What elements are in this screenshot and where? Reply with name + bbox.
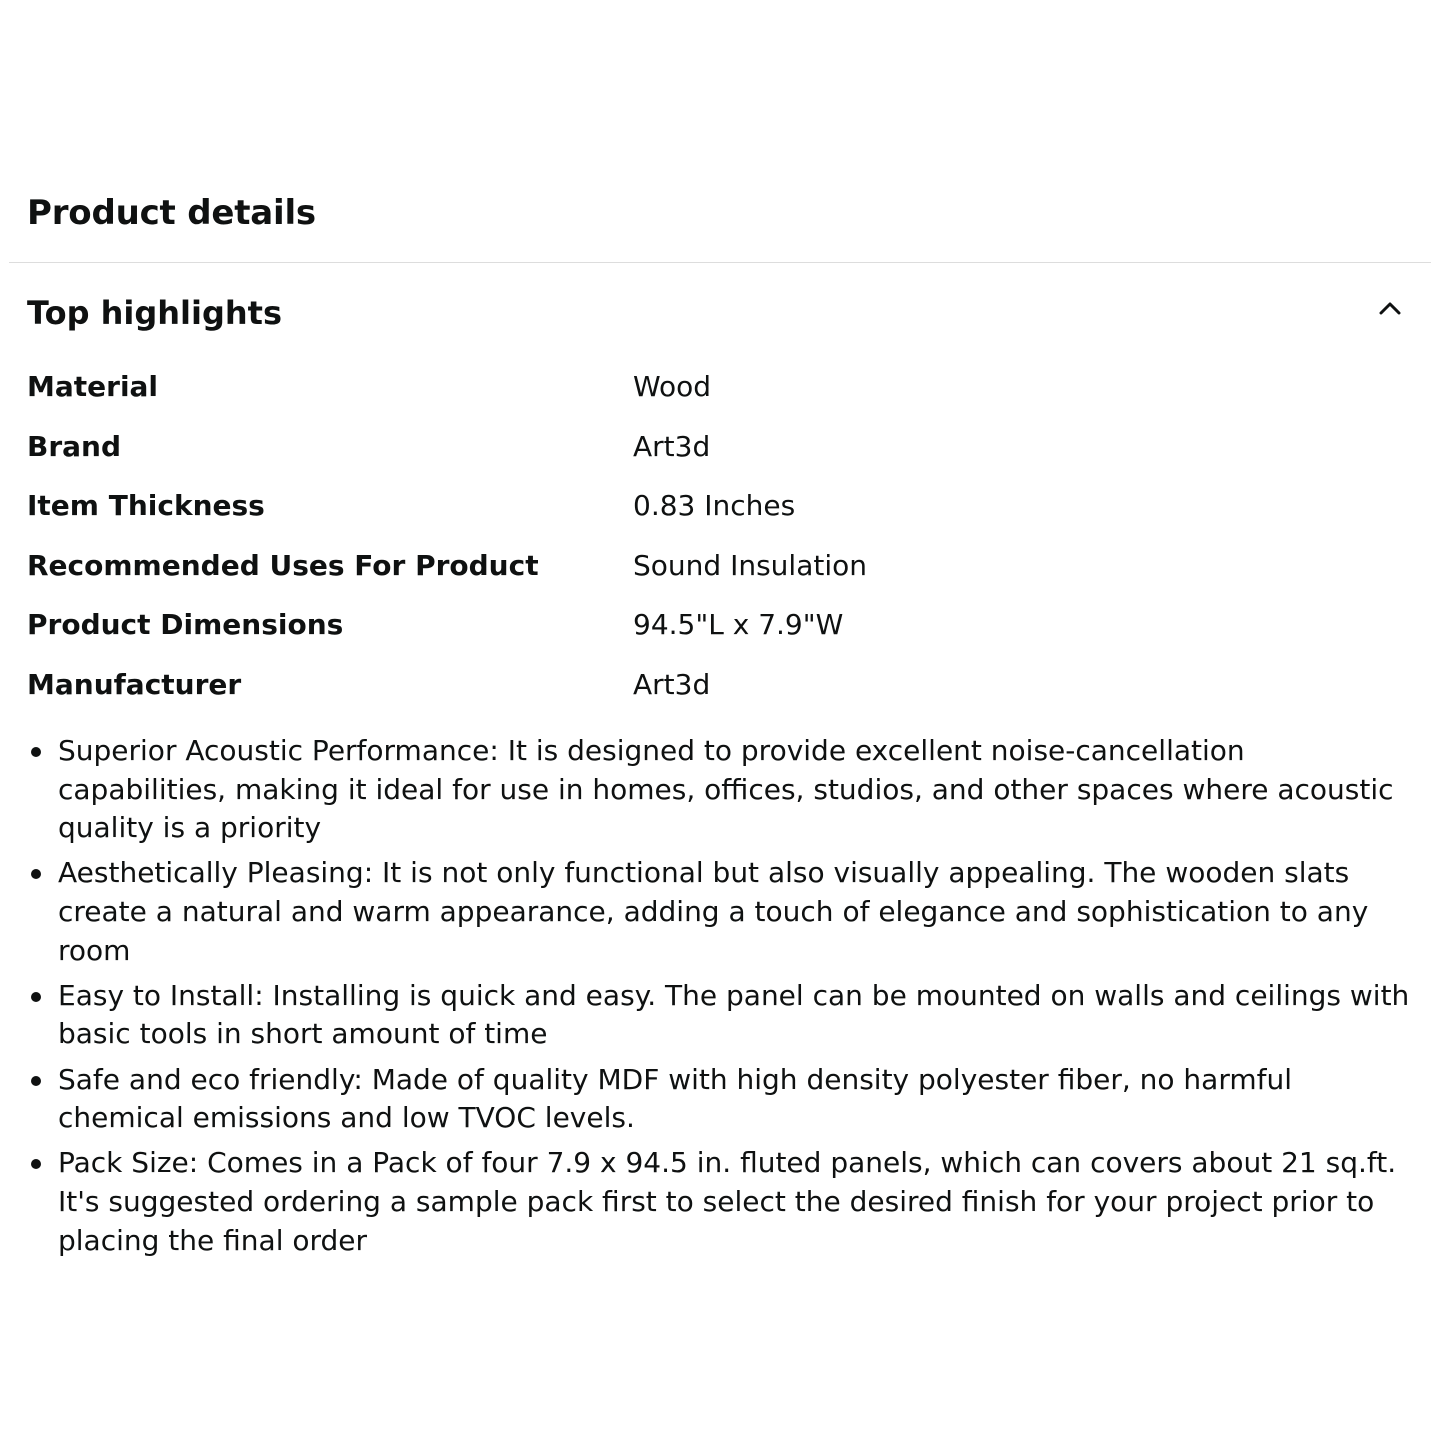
feature-bullet-text: Superior Acoustic Performance: It is designed to provide excellent noise-cancellation capabilities, making it ideal for use in homes, offices, studios, and other spaces where acoustic quality is a priority xyxy=(58,734,1394,845)
attributes-table xyxy=(27,358,1417,716)
feature-bullet-text: Safe and eco friendly: Made of quality MDF with high density polyester fiber, no harmful chemical emissions and low TVOC levels. xyxy=(58,1062,1293,1135)
attribute-value: Art3d xyxy=(633,429,711,463)
attribute-row-recommended-uses xyxy=(27,537,1417,597)
attribute-value: Wood xyxy=(633,370,712,403)
attribute-label: Recommended Uses For Product xyxy=(27,548,539,582)
feature-bullet xyxy=(27,1061,1412,1138)
attribute-label: Material xyxy=(27,370,159,403)
feature-bullet-text: Easy to Install: Installing is quick and easy. The panel can be mounted on walls and ceilings with basic tools in short amount of time xyxy=(58,978,1410,1051)
feature-bullet xyxy=(27,854,1412,970)
feature-bullet xyxy=(27,732,1412,848)
collapse-toggle-button[interactable] xyxy=(1367,290,1413,330)
attribute-label: Manufacturer xyxy=(27,667,242,701)
top-highlights-header[interactable] xyxy=(27,290,1413,336)
attribute-row-product-dimensions xyxy=(27,596,1417,656)
bullet-dot-icon xyxy=(31,869,41,879)
attribute-label: Product Dimensions xyxy=(27,608,344,642)
bullet-dot-icon xyxy=(31,1076,41,1086)
section-divider xyxy=(9,262,1431,263)
bullet-dot-icon xyxy=(31,992,41,1002)
attribute-row-brand xyxy=(27,418,1417,478)
bullet-dot-icon xyxy=(31,747,41,757)
feature-bullet-text: Aesthetically Pleasing: It is not only functional but also visually appealing. The wooden slats create a natural and warm appearance, adding a touch of elegance and sophistication to any room xyxy=(58,856,1369,967)
attribute-value: Art3d xyxy=(633,667,711,701)
attribute-label: Item Thickness xyxy=(27,489,265,523)
feature-bullet xyxy=(27,977,1412,1054)
attribute-value: 0.83 Inches xyxy=(633,489,796,523)
feature-bullet xyxy=(27,1144,1412,1260)
attribute-value: 94.5"L x 7.9"W xyxy=(633,608,844,642)
bullet-dot-icon xyxy=(31,1159,41,1169)
attribute-value: Sound Insulation xyxy=(633,548,867,582)
attribute-row-item-thickness xyxy=(27,477,1417,537)
feature-bullet-list xyxy=(27,732,1412,1267)
chevron-up-icon xyxy=(1376,294,1404,322)
feature-bullet-text: Pack Size: Comes in a Pack of four 7.9 x 94.5 in. fluted panels, which can covers about 21 sq.ft. It's suggested ordering a sample pack first to select the desired finish for your project prior to placing the final order xyxy=(58,1146,1397,1257)
top-highlights-title: Top highlights xyxy=(27,294,283,332)
page-title: Product details xyxy=(27,193,316,233)
attribute-label: Brand xyxy=(27,429,122,463)
attribute-row-material xyxy=(27,358,1417,418)
attribute-row-manufacturer xyxy=(27,656,1417,716)
